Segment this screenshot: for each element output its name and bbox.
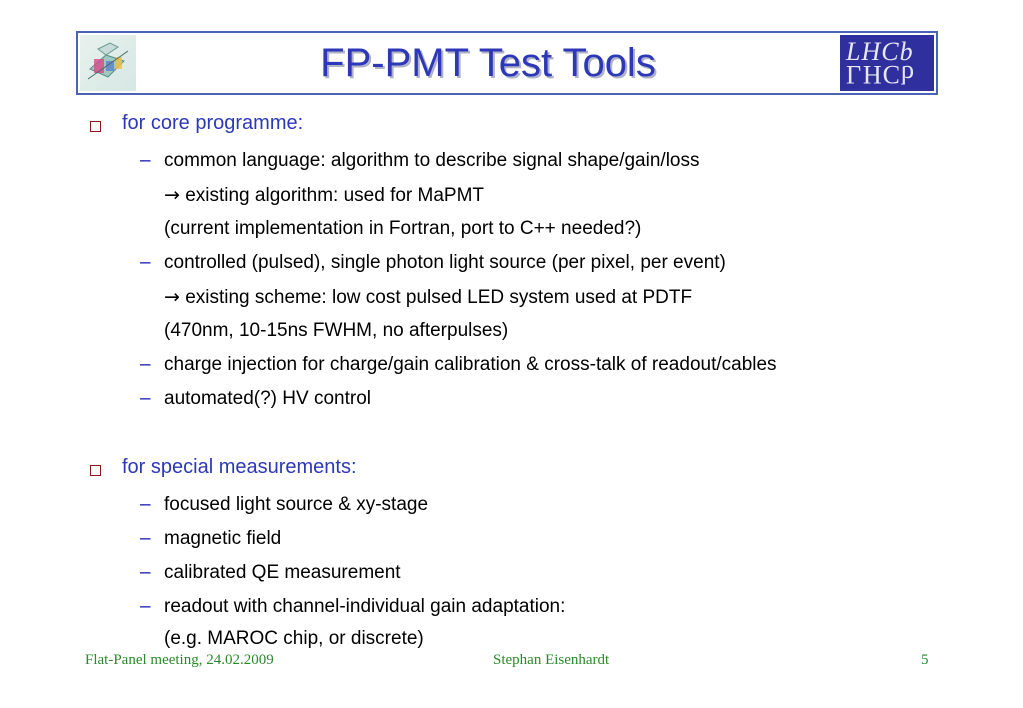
section-heading-special: for special measurements: xyxy=(122,456,357,478)
dash-bullet: – xyxy=(140,494,151,515)
list-item: readout with channel-individual gain adaptation: xyxy=(164,596,566,617)
list-item: calibrated QE measurement xyxy=(164,562,401,583)
list-item: charge injection for charge/gain calibration & cross-talk of readout/cables xyxy=(164,354,777,375)
list-item: controlled (pulsed), single photon light source (per pixel, per event) xyxy=(164,252,726,273)
dash-bullet: – xyxy=(140,252,151,273)
list-item: common language: algorithm to describe signal shape/gain/loss xyxy=(164,150,700,171)
detector-diagram-icon xyxy=(80,35,136,91)
list-item-continuation: (470nm, 10-15ns FWHM, no afterpulses) xyxy=(164,320,509,341)
footer-author: Stephan Eisenhardt xyxy=(493,652,610,668)
list-item-continuation xyxy=(164,286,692,309)
dash-bullet: – xyxy=(140,150,151,171)
lhcb-logo-text: LHCb xyxy=(846,37,914,66)
right-arrow-icon: → xyxy=(164,286,180,308)
list-item-continuation xyxy=(164,184,484,207)
footer-page-number: 5 xyxy=(921,652,929,668)
list-item-continuation: (e.g. MAROC chip, or discrete) xyxy=(164,628,424,649)
list-item-text: existing scheme: low cost pulsed LED system used at PDTF xyxy=(185,287,693,308)
list-item: magnetic field xyxy=(164,528,282,549)
section-heading-core: for core programme: xyxy=(122,112,304,134)
list-item: automated(?) HV control xyxy=(164,388,371,409)
dash-bullet: – xyxy=(140,562,151,583)
title-bar xyxy=(76,31,938,95)
list-item: focused light source & xy-stage xyxy=(164,494,429,515)
page-title: FP-PMT Test Tools xyxy=(320,40,656,85)
footer-meeting: Flat-Panel meeting, 24.02.2009 xyxy=(85,652,274,668)
dash-bullet: – xyxy=(140,596,151,617)
list-item-continuation: (current implementation in Fortran, port to C++ needed?) xyxy=(164,218,642,239)
right-arrow-icon: → xyxy=(164,184,180,206)
dash-bullet: – xyxy=(140,354,151,375)
lhcb-logo-reflection: LHCb xyxy=(846,60,915,89)
dash-bullet: – xyxy=(140,388,151,409)
dash-bullet: – xyxy=(140,528,151,549)
bullet-square-icon xyxy=(90,465,101,476)
list-item-text: existing algorithm: used for MaPMT xyxy=(185,185,485,206)
bullet-square-icon xyxy=(90,121,101,132)
lhcb-logo xyxy=(840,35,934,91)
